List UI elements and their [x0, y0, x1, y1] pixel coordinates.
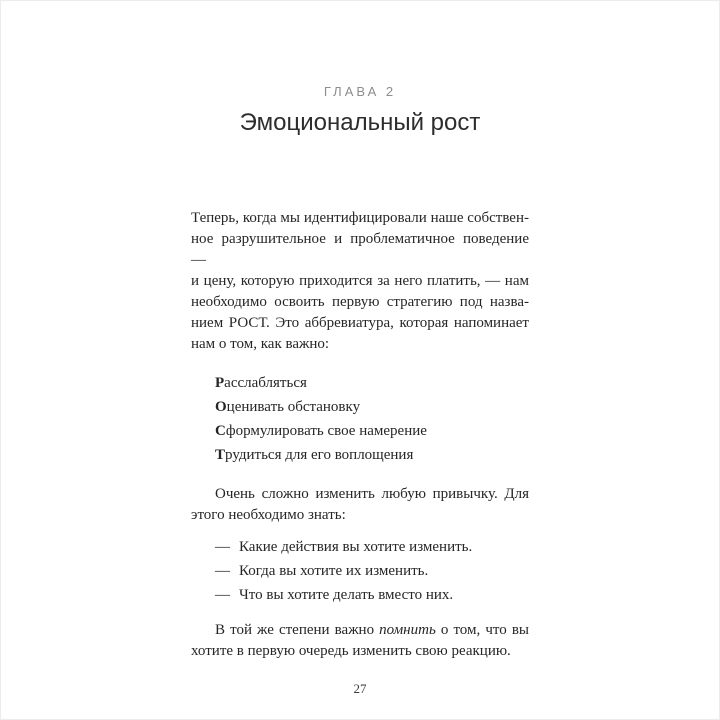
text-line: этого необходимо знать:: [191, 507, 346, 523]
acronym-item: [215, 395, 529, 419]
acronym-rest: рудиться для его воплощения: [225, 447, 414, 463]
text-line: ное разрушительное и проблематичное поведение —: [191, 231, 529, 268]
text-line: и цену, которую приходится за него платить, — нам: [191, 273, 529, 289]
list-item: [215, 583, 529, 607]
text-line: Теперь, когда мы идентифицировали наше собствен-: [191, 210, 529, 226]
list-item: [215, 559, 529, 583]
acronym-rest: асслабляться: [224, 375, 307, 391]
dash-marker: —: [215, 587, 230, 603]
page-number: 27: [353, 681, 367, 696]
acronym-rest: ценивать обстановку: [226, 399, 361, 415]
text-line: хотите в первую очередь изменить свою реакцию.: [191, 643, 511, 659]
text-line: нием РОСТ. Это аббревиатура, которая напоминает: [191, 315, 529, 331]
acronym-list: [191, 371, 529, 467]
dash-marker: —: [215, 563, 230, 579]
paragraph-1: [191, 208, 529, 355]
text-line: Очень сложно изменить любую привычку. Для: [215, 486, 529, 502]
body-text: [191, 208, 529, 662]
text-column: [191, 84, 529, 697]
text-line: [191, 620, 529, 641]
dash-marker: —: [215, 539, 230, 555]
list-item: [215, 535, 529, 559]
text-segment: о том, что вы: [435, 622, 529, 638]
acronym-item: [215, 443, 529, 467]
chapter-label: ГЛАВА 2: [323, 84, 397, 99]
list-item-text: Что вы хотите делать вместо них.: [239, 587, 454, 603]
text-line: необходимо освоить первую стратегию под назва-: [191, 294, 529, 310]
text-segment: В той же степени важно: [215, 622, 380, 638]
text-line: нам о том, как важно:: [191, 336, 330, 352]
acronym-rest: формулировать свое намерение: [225, 423, 427, 439]
chapter-title: Эмоциональный рост: [239, 109, 481, 136]
dash-list: [191, 535, 529, 607]
acronym-lead-letter: С: [215, 423, 226, 439]
acronym-lead-letter: Т: [215, 447, 226, 463]
acronym-item: [215, 419, 529, 443]
paragraph-3: [191, 620, 529, 662]
acronym-lead-letter: О: [215, 399, 227, 415]
italic-word: помнить: [379, 622, 436, 638]
acronym-item: [215, 371, 529, 395]
acronym-lead-letter: Р: [215, 375, 225, 391]
list-item-text: Какие действия вы хотите изменить.: [239, 539, 473, 555]
list-item-text: Когда вы хотите их изменить.: [239, 563, 429, 579]
paragraph-2: [191, 484, 529, 526]
